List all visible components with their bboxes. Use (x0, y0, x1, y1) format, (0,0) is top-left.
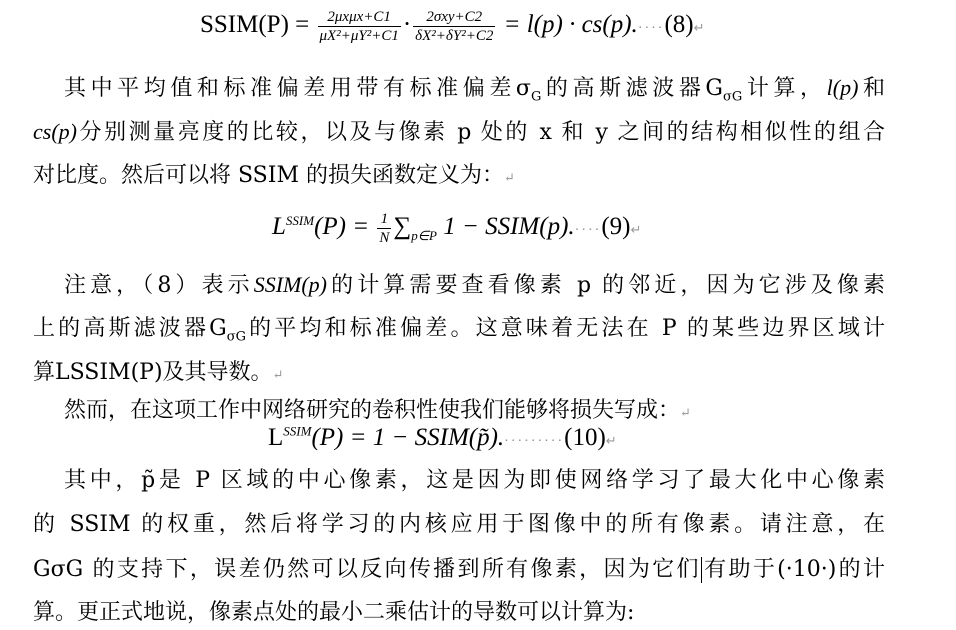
text: 的平均和标准偏差。这意味着无法在 P 的某些边界区域计 (245, 316, 885, 341)
paragraph-line (64, 270, 885, 301)
equation-8: SSIM(P) = $\frac{\text{2μxμx+C1}}{\text{μX²+μY²+C1}}$ · $\frac{\text{2σxy+C2}}{\text{δX²+δY²+C2}}$ = l(p) · cs(p).····(8)↵ (200, 9, 705, 44)
paragraph-line (33, 510, 885, 540)
eq-lhs: L (268, 424, 284, 451)
fraction-2 (413, 8, 495, 45)
paragraph-mark: ↵ (680, 406, 691, 421)
text: 算LSSIM(P)及其导数。 (33, 360, 273, 385)
paragraph-mark: ↵ (693, 20, 705, 36)
text: 的高斯滤波器G (541, 76, 724, 101)
denominator: μX²+μY²+C1 (319, 28, 399, 44)
text: 分别测量亮度的比较，以及与像素 p 处的 x 和 y 之间的结构相似性的组合 (76, 120, 885, 145)
text: 然而，在这项工作中网络研究的卷积性使我们能够将损失写成： (64, 398, 681, 423)
text: 上的高斯滤波器G (33, 316, 227, 341)
equation-number: (10) (564, 424, 606, 451)
paragraph-line (33, 117, 885, 148)
text: 其中，p̃是 P 区域的中心像素，这是因为即使网络学习了最大化中心像素 (64, 468, 885, 493)
text: 和 (858, 76, 885, 101)
fraction (377, 210, 391, 247)
paragraph-line (33, 358, 885, 391)
numerator: 2σxy+C2 (413, 8, 495, 27)
math-inline: cs(p) (33, 119, 77, 144)
text: 注意，（8）表示 (64, 273, 254, 298)
text: 有助于(·10·)的计 (701, 557, 885, 582)
paragraph-mark: ↵ (272, 368, 284, 383)
denominator: δX²+δY²+C2 (415, 28, 494, 44)
paragraph-mark: ↵ (630, 222, 642, 238)
text: 对比度。然后可以将 SSIM 的损失函数定义为： (33, 163, 504, 188)
text: 的计算需要查看像素 p 的邻近，因为它涉及像素 (327, 273, 886, 298)
subscript: σG (226, 329, 246, 345)
superscript: SSIM (283, 423, 312, 439)
eq-arg: (P) = (314, 213, 370, 241)
text: 其中平均值和标准偏差用带有标准偏差σ (64, 76, 531, 101)
superscript: SSIM (285, 212, 315, 228)
paragraph-mark: ↵ (503, 171, 515, 186)
numerator: 1 (377, 210, 391, 229)
text: 算。更正式地说，像素点处的最小二乘估计的导数可以计算为: (33, 600, 635, 625)
subscript: p∈P (411, 228, 437, 244)
paragraph-line (33, 314, 885, 344)
math-inline: SSIM(p) (253, 272, 328, 297)
paragraph-mark: ↵ (605, 433, 617, 448)
text: 计算， (742, 76, 827, 101)
numerator: 2μxμx+C1 (318, 8, 401, 27)
eq-rhs: = l(p) · cs(p). (503, 11, 638, 39)
eq-rhs: 1 − SSIM(p). (443, 213, 575, 241)
paragraph-line (64, 466, 885, 496)
equation-9: $L^{SSIM}(P)$ = $\frac{1}{N}$ $\sum_{p\in P}$ 1 − SSIM(p).····(9)↵ (272, 211, 642, 246)
paragraph-line (33, 598, 885, 628)
paragraph-line (33, 161, 885, 194)
math-inline: l(p) (826, 75, 859, 100)
fraction-1 (318, 8, 401, 45)
equation-number: (8) (664, 11, 694, 39)
eq-lhs: L (272, 213, 286, 241)
denominator: N (379, 230, 390, 246)
paragraph-line (33, 555, 885, 585)
subscript: G (530, 89, 542, 105)
eq-rhs: (P) = 1 − SSIM(p̃). (311, 424, 505, 451)
sum-symbol: ∑ (393, 213, 412, 241)
text: 的 SSIM 的权重，然后将学习的内核应用于图像中的所有像素。请注意，在 (33, 512, 885, 537)
eq-lhs: SSIM(P) = (200, 11, 310, 39)
text: GσG 的支持下，误差仍然可以反向传播到所有像素，因为它们 (33, 557, 701, 582)
equation-10: $L^{SSIM}(P) = 1$ − SSIM(p̃).·········(10)↵ (268, 423, 617, 451)
subscript: σG (723, 89, 743, 105)
equation-number: (9) (601, 213, 631, 241)
paragraph-line (64, 73, 885, 104)
